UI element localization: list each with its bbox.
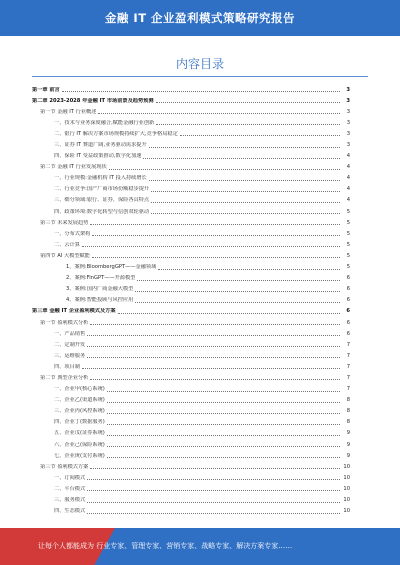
toc-leader-dots [87, 346, 340, 347]
toc-entry-text: 五、企业戊(证券系统) [54, 430, 105, 437]
toc-row[interactable] [32, 295, 350, 306]
toc-row[interactable] [32, 328, 350, 339]
toc-leader-dots [151, 202, 340, 203]
toc-page-number: 7 [346, 386, 350, 393]
toc-row[interactable] [32, 162, 350, 173]
toc-page-number: 10 [343, 497, 350, 504]
toc-entry-text: 第一章 前言 [32, 86, 60, 93]
toc-entry-text: 第二章 2023-2028 年金融 IT 市场前景及趋势预测 [32, 97, 154, 104]
toc-page-number: 3 [346, 142, 350, 149]
toc-row[interactable] [32, 472, 350, 483]
toc-entry-text: 一、企业甲(核心系统) [54, 386, 105, 393]
toc-leader-dots [135, 291, 340, 292]
toc-row[interactable] [32, 350, 350, 361]
toc-page-number: 6 [346, 275, 350, 282]
toc-row[interactable] [32, 395, 350, 406]
toc-page-number: 7 [346, 341, 350, 348]
toc-page-number: 10 [343, 463, 350, 470]
toc-row[interactable] [32, 139, 350, 150]
toc-row[interactable] [32, 206, 350, 217]
toc-entry-text: 4、案例:智能投顾与风控应用 [66, 297, 134, 304]
toc-row[interactable] [32, 284, 350, 295]
toc-page-number: 5 [346, 208, 350, 215]
toc-leader-dots [90, 379, 340, 380]
toc-entry-text: 四、企业丁(数据服务) [54, 419, 105, 426]
toc-page-number: 3 [346, 119, 350, 126]
toc-leader-dots [87, 357, 340, 358]
toc-row[interactable] [32, 217, 350, 228]
toc-page-number: 8 [346, 397, 350, 404]
toc-leader-dots [90, 224, 340, 225]
toc-entry-text: 一、行业规模:金融机构 IT 投入持续增长 [54, 175, 147, 182]
toc-entry-text: 三、证券 IT 赛道广阔,业务驱动需求提升 [54, 142, 147, 149]
toc-leader-dots [135, 302, 340, 303]
toc-entry-text: 七、企业庚(支付系统) [54, 452, 105, 459]
toc-page-number: 4 [346, 153, 350, 160]
toc-entry-text: 二、企业乙(渠道系统) [54, 397, 105, 404]
toc-row[interactable] [32, 273, 350, 284]
toc-entry-text: 第三节 盈利模式方案 [40, 463, 89, 470]
toc-row[interactable] [32, 461, 350, 472]
toc-row[interactable] [32, 428, 350, 439]
toc-page-number: 7 [346, 374, 350, 381]
toc-leader-dots [151, 191, 340, 192]
report-title: 金融 IT 企业盈利模式策略研究报告 [104, 11, 296, 25]
toc-leader-dots [107, 424, 340, 425]
toc-row[interactable] [32, 306, 350, 317]
toc-row[interactable] [32, 184, 350, 195]
toc-page-number: 4 [346, 175, 350, 182]
toc-row[interactable] [32, 339, 350, 350]
toc-entry-text: 第二节 金融 IT 行业发展现状 [40, 164, 107, 171]
toc-entry-text: 1、案例:BloombergGPT——金融领域 [66, 264, 157, 271]
toc-entry-text: 二、定制开发 [54, 341, 86, 348]
toc-entry-text: 六、企业己(保险系统) [54, 441, 105, 448]
toc-leader-dots [109, 169, 340, 170]
toc-page-number: 5 [346, 219, 350, 226]
toc-entry-text: 第四节 AI 大模型赋能 [40, 252, 90, 259]
toc-row[interactable] [32, 417, 350, 428]
toc-row[interactable] [32, 117, 350, 128]
toc-leader-dots [107, 457, 340, 458]
toc-entry-text: 三、运维服务 [54, 352, 86, 359]
toc-entry-text: 3、案例:国内厂商金融大模型 [66, 286, 134, 293]
toc-page-number: 10 [343, 485, 350, 492]
toc-page-number: 9 [346, 452, 350, 459]
toc-page-number: 3 [346, 130, 350, 137]
toc-page-number: 6 [346, 297, 350, 304]
toc-row[interactable] [32, 128, 350, 139]
toc-entry-text: 2、案例:FinGPT——开源模型 [66, 275, 136, 282]
toc-row[interactable] [32, 228, 350, 239]
toc-row[interactable] [32, 317, 350, 328]
toc-row[interactable] [32, 84, 350, 95]
toc-page-number: 10 [343, 508, 350, 515]
footer-slogan: 让每个人都能成为 行业专家、管理专家、营销专家、战略专家、解决方案专家…… [38, 542, 293, 550]
toc-page-number: 5 [346, 252, 350, 259]
toc-page-number: 6 [346, 286, 350, 293]
toc-row[interactable] [32, 106, 350, 117]
toc-leader-dots [107, 446, 340, 447]
toc-leader-dots [82, 246, 340, 247]
toc-row[interactable] [32, 262, 350, 273]
toc-leader-dots [149, 180, 340, 181]
toc-page-number: 10 [343, 474, 350, 481]
toc-entry-text: 四、项目制 [54, 363, 80, 370]
toc-row[interactable] [32, 406, 350, 417]
toc-row[interactable] [32, 372, 350, 383]
toc-leader-dots [156, 124, 340, 125]
toc-leader-dots [180, 135, 340, 136]
toc-leader-dots [156, 102, 340, 103]
toc-entry-text: 第一节 盈利模式分析 [40, 319, 89, 326]
toc-leader-dots [143, 158, 340, 159]
toc-entry-text: 四、生态模式 [54, 508, 86, 515]
toc-page-number: 5 [346, 241, 350, 248]
toc-row[interactable] [32, 506, 350, 517]
toc-page-number: 8 [346, 419, 350, 426]
toc-page-number: 4 [346, 186, 350, 193]
toc-page-number: 6 [346, 308, 350, 315]
toc-leader-dots [92, 257, 340, 258]
toc-page-number: 8 [346, 408, 350, 415]
toc-entry-text: 三、服务模式 [54, 497, 86, 504]
toc-entry-text: 一、产品销售 [54, 330, 86, 337]
toc-leader-dots [87, 502, 340, 503]
toc-entry-text: 第二节 典型企业分析 [40, 374, 89, 381]
toc-leader-dots [92, 235, 340, 236]
toc-page-number: 4 [346, 197, 350, 204]
toc-row[interactable] [32, 450, 350, 461]
toc-row[interactable] [32, 494, 350, 505]
toc-entry-text: 三、细分领域:银行、证券、保险各具特点 [54, 197, 150, 204]
toc-leader-dots [62, 91, 340, 92]
toc-leader-dots [149, 147, 340, 148]
toc-leader-dots [158, 269, 340, 270]
toc-entry-text: 第一节 金融 IT 行业概述 [40, 108, 97, 115]
toc-leader-dots [87, 335, 340, 336]
toc-entry-text: 一、分布式架构 [54, 230, 91, 237]
toc-row[interactable] [32, 195, 350, 206]
toc-entry-text: 二、银行 IT 解决方案市场规模持续扩大,竞争格局稳定 [54, 130, 178, 137]
toc-row[interactable] [32, 384, 350, 395]
toc-row[interactable] [32, 95, 350, 106]
toc-entry-text: 二、平台模式 [54, 485, 86, 492]
toc-leader-dots [107, 413, 340, 414]
toc-entry-text: 四、保险 IT 受益政策推动,数字化加速 [54, 153, 142, 160]
toc-leader-dots [107, 402, 340, 403]
toc-row[interactable] [32, 173, 350, 184]
toc-divider [32, 76, 368, 77]
table-of-contents [32, 84, 350, 517]
toc-page-number: 3 [346, 108, 350, 115]
toc-page-number: 5 [346, 264, 350, 271]
toc-leader-dots [82, 368, 340, 369]
toc-leader-dots [107, 435, 340, 436]
toc-heading: 内容目录 [175, 57, 224, 71]
toc-page-number: 9 [346, 441, 350, 448]
toc-leader-dots [87, 490, 340, 491]
toc-page-number: 6 [346, 319, 350, 326]
toc-leader-dots [87, 513, 340, 514]
toc-leader-dots [98, 113, 340, 114]
toc-page-number: 3 [346, 86, 350, 93]
toc-entry-text: 二、行业竞争:国产厂商市场份额稳步提升 [54, 186, 150, 193]
toc-entry-text: 一、技术与业务深度融合,赋能金融行业创新 [54, 119, 155, 126]
toc-row[interactable] [32, 151, 350, 162]
toc-entry-text: 二、云计算 [54, 241, 80, 248]
toc-row[interactable] [32, 483, 350, 494]
toc-leader-dots [90, 468, 340, 469]
toc-entry-text: 第三节 未来发展趋势 [40, 219, 89, 226]
toc-leader-dots [118, 313, 340, 314]
toc-leader-dots [137, 280, 340, 281]
toc-page-number: 4 [346, 164, 350, 171]
toc-entry-text: 第三章 金融 IT 企业盈利模式及方案 [32, 308, 116, 315]
toc-entry-text: 一、订阅模式 [54, 474, 86, 481]
toc-page-number: 7 [346, 363, 350, 370]
toc-page-number: 7 [346, 352, 350, 359]
toc-entry-text: 三、企业丙(风控系统) [54, 408, 105, 415]
toc-row[interactable] [32, 361, 350, 372]
toc-row[interactable] [32, 239, 350, 250]
toc-leader-dots [107, 391, 340, 392]
toc-page-number: 9 [346, 430, 350, 437]
toc-leader-dots [90, 324, 340, 325]
toc-leader-dots [151, 213, 340, 214]
toc-row[interactable] [32, 439, 350, 450]
toc-row[interactable] [32, 250, 350, 261]
toc-entry-text: 四、政策环境:数字化转型与信创双轮驱动 [54, 208, 150, 215]
toc-page-number: 6 [346, 330, 350, 337]
toc-page-number: 5 [346, 230, 350, 237]
toc-leader-dots [87, 479, 340, 480]
toc-page-number: 3 [346, 97, 350, 104]
